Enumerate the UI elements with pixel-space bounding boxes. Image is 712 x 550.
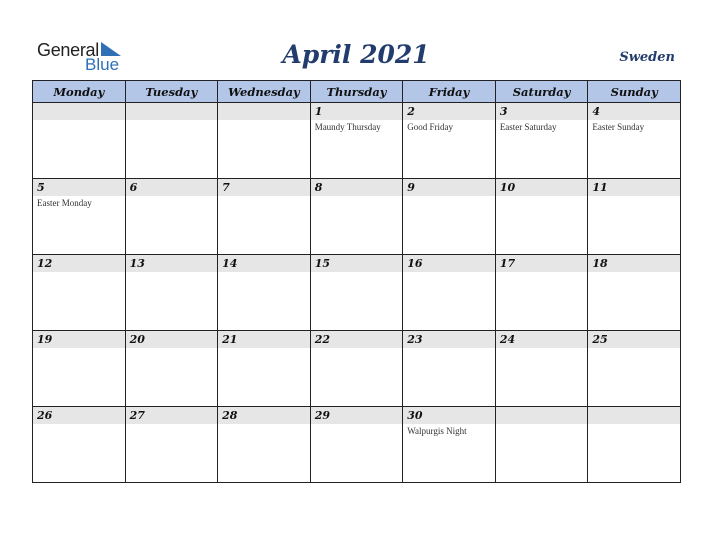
day-cell[interactable] [588, 255, 681, 331]
day-cell[interactable] [125, 179, 218, 255]
day-number-bar [588, 179, 680, 196]
day-cell[interactable] [588, 103, 681, 179]
day-cell[interactable] [588, 179, 681, 255]
day-cell[interactable] [33, 255, 126, 331]
weekday-header: Friday [403, 81, 496, 103]
week-row [33, 255, 681, 331]
day-number: 13 [129, 257, 145, 270]
country-label: Sweden [619, 50, 675, 65]
day-number-bar [126, 179, 218, 196]
day-number-bar [311, 407, 403, 424]
day-cell[interactable] [125, 331, 218, 407]
day-number-bar [588, 331, 680, 348]
day-cell[interactable] [218, 103, 311, 179]
weekday-header: Monday [33, 81, 126, 103]
day-cell[interactable] [33, 407, 126, 483]
day-number-bar [496, 179, 588, 196]
holiday-label: Good Friday [407, 122, 453, 132]
day-cell[interactable] [125, 407, 218, 483]
day-number-bar [126, 103, 218, 120]
day-number: 3 [499, 105, 508, 118]
weekday-header-row [33, 81, 681, 103]
day-number-bar [33, 331, 125, 348]
day-number-bar [218, 255, 310, 272]
day-cell[interactable] [33, 103, 126, 179]
day-number: 21 [222, 333, 238, 346]
week-row [33, 103, 681, 179]
day-number: 5 [37, 181, 45, 194]
day-cell[interactable] [403, 179, 496, 255]
day-number-bar [311, 331, 403, 348]
day-number: 17 [499, 257, 516, 270]
day-cell[interactable] [403, 255, 496, 331]
day-cell[interactable] [33, 331, 126, 407]
day-number: 1 [314, 105, 323, 118]
day-cell[interactable] [495, 103, 588, 179]
weekday-header: Sunday [588, 81, 681, 103]
day-number-bar [218, 331, 310, 348]
day-number-bar [218, 103, 310, 120]
day-number: 23 [407, 333, 423, 346]
day-number-bar [218, 407, 310, 424]
day-number: 11 [592, 181, 608, 194]
weekday-header: Tuesday [125, 81, 218, 103]
day-number: 9 [407, 181, 415, 194]
logo-word-blue: Blue [85, 55, 120, 74]
day-cell[interactable] [310, 255, 403, 331]
weekday-header: Thursday [310, 81, 403, 103]
day-number: 25 [592, 333, 608, 346]
day-number: 30 [407, 409, 423, 422]
day-cell[interactable] [495, 179, 588, 255]
day-number-bar [126, 255, 218, 272]
day-number: 16 [407, 257, 423, 270]
weekday-header: Wednesday [218, 81, 311, 103]
day-number: 22 [314, 333, 330, 346]
day-number-bar [403, 255, 495, 272]
day-cell[interactable] [125, 255, 218, 331]
day-number-bar [33, 103, 125, 120]
day-number-bar [311, 179, 403, 196]
holiday-label: Walpurgis Night [407, 426, 467, 436]
day-number: 15 [314, 257, 330, 270]
day-number-bar [496, 407, 588, 424]
day-number-bar [496, 103, 588, 120]
day-number-bar [33, 255, 125, 272]
day-number-bar [33, 407, 125, 424]
holiday-label: Easter Sunday [592, 122, 645, 132]
day-number-bar [588, 255, 680, 272]
day-number: 28 [222, 409, 238, 422]
day-number: 10 [499, 181, 516, 194]
day-cell[interactable] [218, 179, 311, 255]
day-number-bar [311, 255, 403, 272]
day-cell[interactable] [588, 331, 681, 407]
day-number: 19 [37, 333, 53, 346]
holiday-label: Maundy Thursday [314, 122, 381, 132]
day-number-bar [403, 179, 495, 196]
day-number: 8 [314, 181, 323, 194]
day-number-bar [403, 103, 495, 120]
holiday-label: Easter Saturday [499, 122, 557, 132]
day-number: 26 [37, 409, 53, 422]
day-number: 7 [222, 181, 230, 194]
day-cell[interactable] [403, 103, 496, 179]
day-number-bar [403, 407, 495, 424]
day-number: 27 [129, 409, 145, 422]
day-cell[interactable] [310, 179, 403, 255]
day-number-bar [311, 103, 403, 120]
day-cell[interactable] [310, 103, 403, 179]
logo-word-general: General [37, 40, 99, 60]
weekday-header: Saturday [495, 81, 588, 103]
day-cell[interactable] [125, 103, 218, 179]
day-number-bar [588, 407, 680, 424]
day-number: 2 [407, 105, 415, 118]
day-cell[interactable] [403, 407, 496, 483]
day-number: 18 [592, 257, 608, 270]
day-cell[interactable] [218, 331, 311, 407]
day-number-bar [218, 179, 310, 196]
day-number: 4 [592, 105, 601, 118]
day-number: 20 [129, 333, 145, 346]
day-cell[interactable] [218, 255, 311, 331]
calendar-grid [32, 80, 681, 483]
day-cell[interactable] [310, 331, 403, 407]
week-row [33, 407, 681, 483]
day-number: 29 [314, 409, 330, 422]
day-cell[interactable] [403, 331, 496, 407]
page-title: April 2021 [282, 40, 430, 69]
day-number-bar [588, 103, 680, 120]
day-number: 12 [37, 257, 53, 270]
day-cell[interactable] [310, 407, 403, 483]
day-number: 14 [222, 257, 238, 270]
day-number-bar [403, 331, 495, 348]
day-cell[interactable] [495, 331, 588, 407]
day-number: 24 [499, 333, 516, 346]
day-number-bar [126, 407, 218, 424]
week-row [33, 331, 681, 407]
day-cell[interactable] [218, 407, 311, 483]
day-number: 6 [129, 181, 138, 194]
week-row [33, 179, 681, 255]
day-number-bar [33, 179, 125, 196]
day-cell[interactable] [588, 407, 681, 483]
day-cell[interactable] [495, 255, 588, 331]
day-number-bar [496, 331, 588, 348]
day-cell[interactable] [33, 179, 126, 255]
day-number-bar [126, 331, 218, 348]
holiday-label: Easter Monday [37, 198, 92, 208]
day-number-bar [496, 255, 588, 272]
day-cell[interactable] [495, 407, 588, 483]
